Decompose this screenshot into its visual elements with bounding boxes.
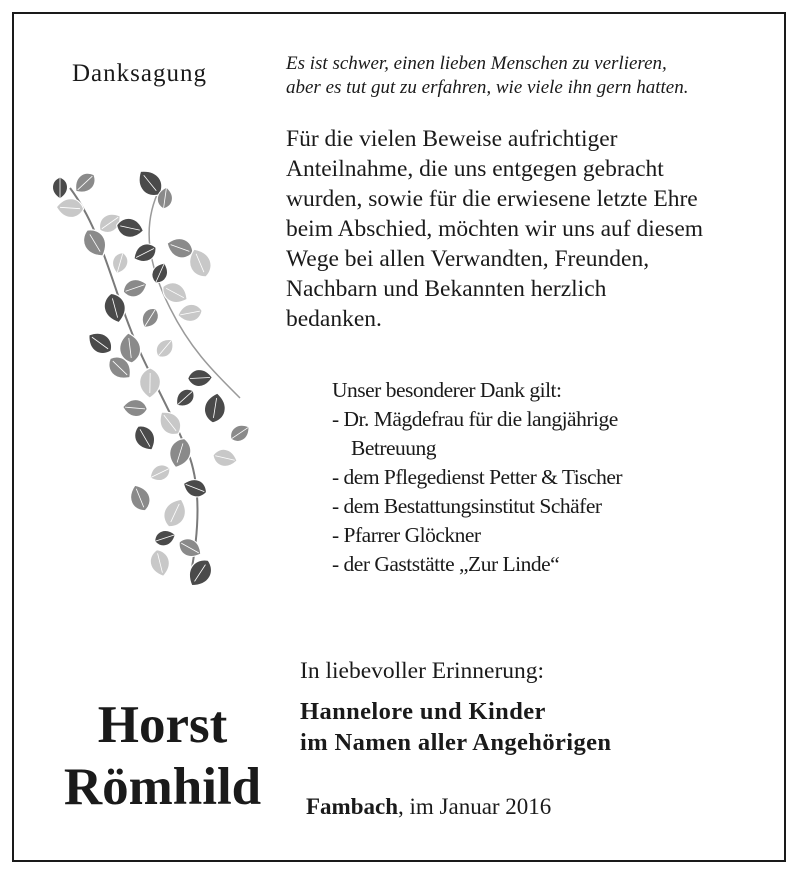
- thanks-item-continuation: Betreuung: [351, 436, 437, 460]
- thanks-item: - Pfarrer Glöckner: [332, 523, 481, 547]
- deceased-last-name: Römhild: [63, 758, 262, 816]
- special-thanks-list: [332, 376, 622, 579]
- deceased-name: [40, 694, 285, 818]
- motto-quote: [286, 52, 688, 100]
- notice-title: Danksagung: [72, 60, 207, 87]
- body-line: Nachbarn und Bekannten herzlich: [286, 276, 607, 302]
- body-line: Für die vielen Beweise aufrichtiger: [286, 126, 618, 152]
- deceased-first-name: Horst: [97, 696, 228, 754]
- ivy-vine-icon: [40, 168, 270, 598]
- place-date: [306, 794, 551, 820]
- family-line: Hannelore und Kinder: [300, 698, 546, 725]
- family-signature: [300, 696, 611, 758]
- body-line: Anteilnahme, die uns entgegen gebracht: [286, 156, 664, 182]
- body-line: beim Abschied, möchten wir uns auf diesem: [286, 216, 704, 242]
- thanks-item: - Dr. Mägdefrau für die langjährige: [332, 407, 618, 431]
- body-line: wurden, sowie für die erwiesene letzte Ehre: [286, 186, 698, 212]
- place-name: Fambach: [306, 794, 398, 819]
- motto-line: aber es tut gut zu erfahren, wie viele ihn gern hatten.: [286, 77, 689, 98]
- thanks-item: - dem Pflegedienst Petter & Tischer: [332, 465, 623, 489]
- thanks-body-text: [286, 124, 703, 334]
- thanks-item: - der Gaststätte „Zur Linde“: [332, 552, 560, 576]
- body-line: Wege bei allen Verwandten, Freunden,: [286, 246, 650, 272]
- thanks-item: - dem Bestattungsinstitut Schäfer: [332, 494, 602, 518]
- special-thanks-heading: Unser besonderer Dank gilt:: [332, 378, 562, 402]
- motto-line: Es ist schwer, einen lieben Menschen zu verlieren,: [286, 53, 667, 74]
- date-text: , im Januar 2016: [398, 794, 552, 819]
- family-line: im Namen aller Angehörigen: [300, 729, 612, 756]
- body-line: bedanken.: [286, 306, 382, 332]
- memory-line: In liebevoller Erinnerung:: [300, 658, 545, 684]
